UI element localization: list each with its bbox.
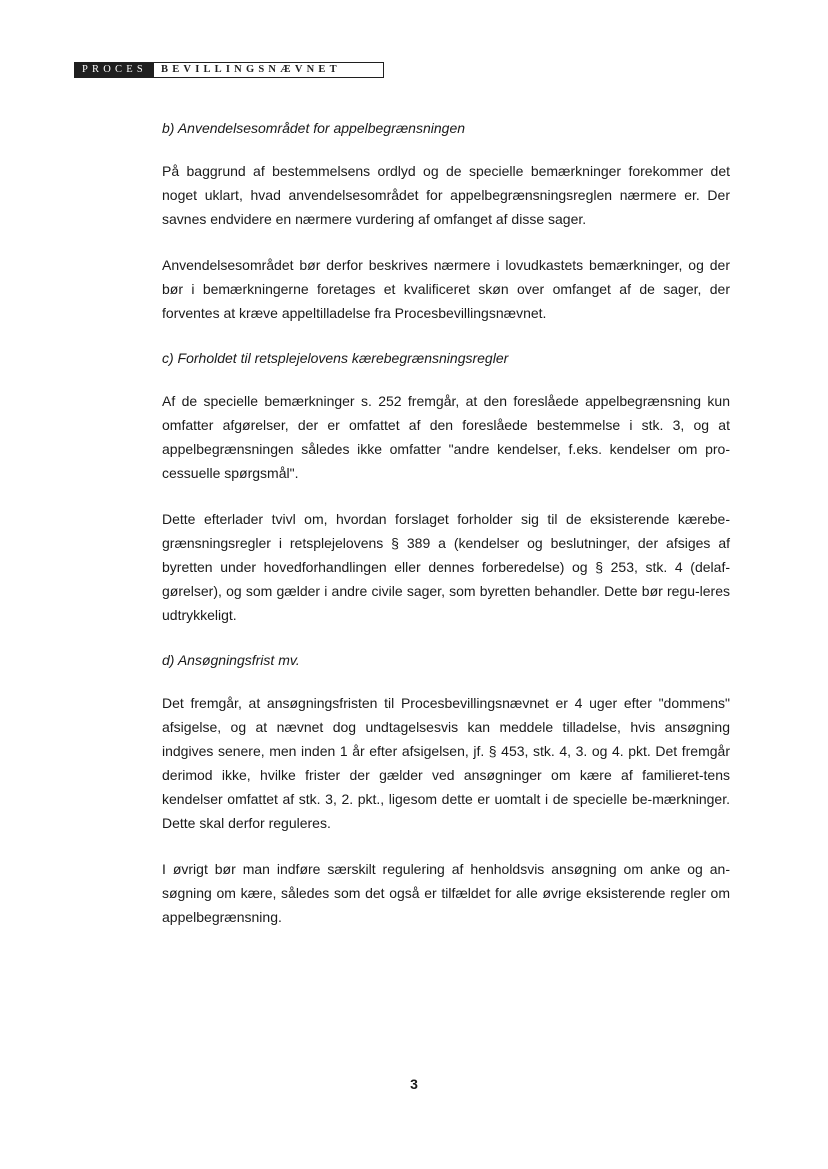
- paragraph: I øvrigt bør man indføre særskilt regulering af henholdsvis ansøgning om anke og an-søgning om kære, således som det også er tilfældet for alle øvrige eksisterende regler om appelbegrænsning.: [162, 861, 730, 925]
- section-heading-d: d) Ansøgningsfrist mv.: [162, 652, 300, 668]
- paragraph: På baggrund af bestemmelsens ordlyd og de specielle bemærkninger forekommer det noget uklart, hvad anvendelsesområdet for appelbegrænsningsreglen nærmere er. Der savnes endvidere en nærmere vurdering af omfanget af disse sager.: [162, 163, 730, 227]
- paragraph: Det fremgår, at ansøgningsfristen til Procesbevillingsnævnet er 4 uger efter "dommens" afsigelse, og at nævnet dog undtagelsesvis kan meddele tilladelse, hvis ansøgning indgives senere, men inden 1 år efter afsigelsen, jf. § 453, stk. 4, 3. og 4. pkt. Det fremgår derimod ikke, hvilke frister der gælder ved ansøgninger om kære af familieret-tens kendelser omfattet af stk. 3, 2. pkt., ligesom dette er uomtalt i de specielle be-mærkninger. Dette skal derfor reguleres.: [162, 695, 730, 831]
- paragraph: Af de specielle bemærkninger s. 252 fremgår, at den foreslåede appelbegrænsning kun omfatter afgørelser, der er omfattet af den foreslåede bestemmelse i stk. 3, og at appelbegrænsningen således ikke omfatter "andre kendelser, f.eks. kendelser om pro-cessuelle spørgsmål".: [162, 393, 730, 481]
- section-heading-c: c) Forholdet til retsplejelovens kærebegrænsningsregler: [162, 350, 509, 366]
- paragraph: Anvendelsesområdet bør derfor beskrives nærmere i lovudkastets bemærkninger, og der bør i bemærkningerne foretages et kvalificeret skøn over omfanget af de sager, der forventes at kræve appeltilladelse fra Procesbevillingsnævnet.: [162, 257, 730, 321]
- section-heading-b: b) Anvendelsesområdet for appelbegrænsningen: [162, 120, 466, 136]
- paragraph: Dette efterlader tvivl om, hvordan forslaget forholder sig til de eksisterende kærebe-grænsningsregler i retsplejelovens § 389 a (kendelser og beslutninger, der afsiges af byretten under hovedforhandlingen eller dennes forberedelse) og § 253, stk. 4 (delaf-gørelser), og som gælder i andre civile sager, som byretten behandler. Dette bør regu-leres udtrykkeligt.: [162, 511, 730, 623]
- page-number: 3: [410, 1076, 418, 1092]
- document-body: [162, 118, 730, 929]
- logo-proces-text: PROCES: [74, 62, 154, 78]
- procesbevillingsnaevnet-logo: [74, 62, 384, 78]
- logo-bevillingsnaevnet-text: BEVILLINGSNÆVNET: [154, 62, 384, 78]
